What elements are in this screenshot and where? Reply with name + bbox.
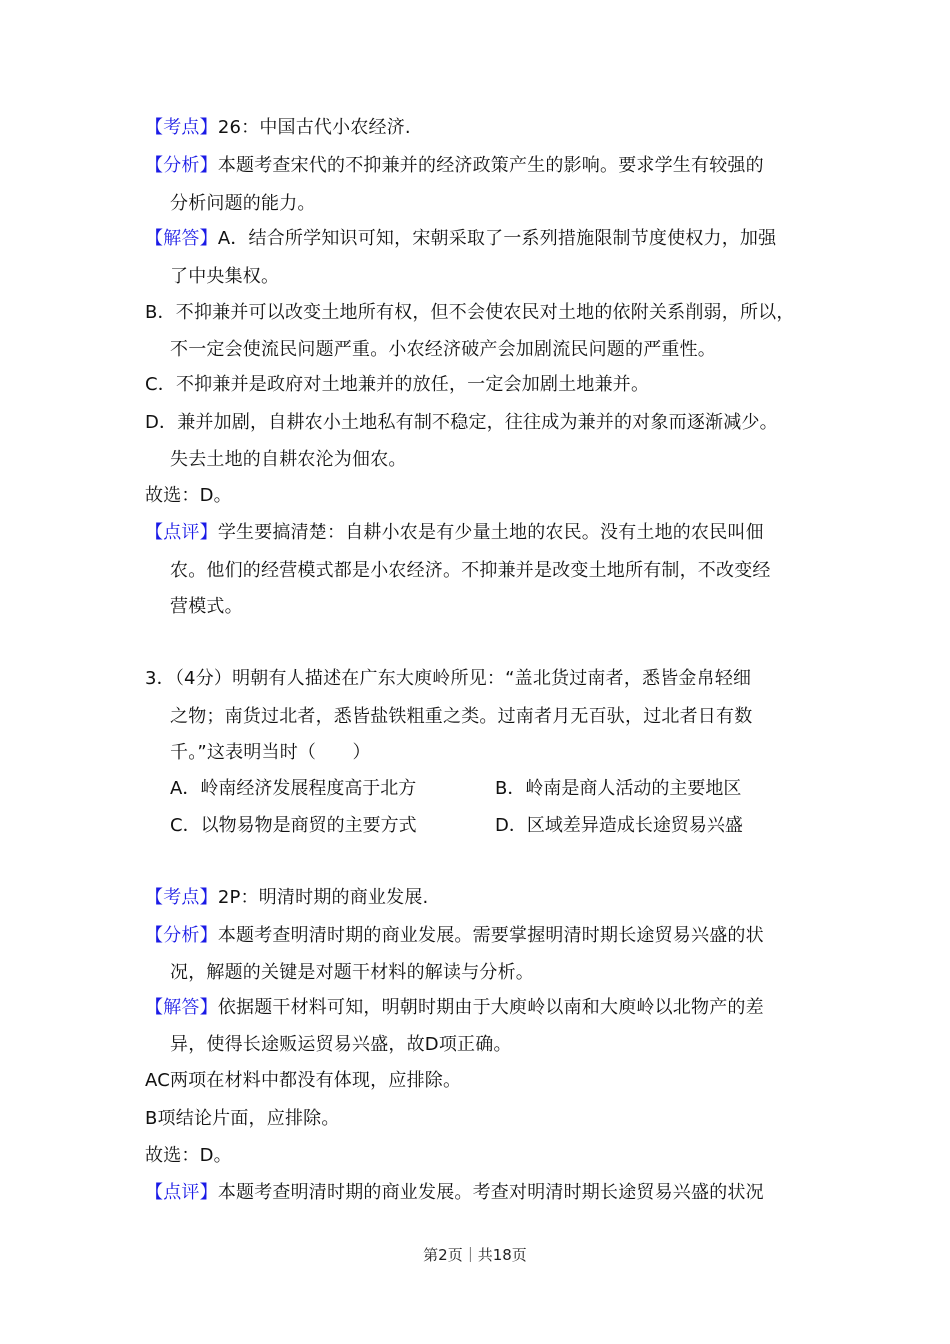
- question-3-option-d: D．区域差异造成长途贸易兴盛: [495, 815, 743, 836]
- jieda-label: 【解答】: [145, 228, 218, 249]
- fenxi-line: [145, 155, 764, 177]
- page-footer: 第2页｜共18页: [423, 1246, 527, 1264]
- option-b-analysis: B．不抑兼并可以改变土地所有权，但不会使农民对土地的依附关系削弱，所以，: [145, 302, 795, 323]
- fenxi-text: 本题考查宋代的不抑兼并的经济政策产生的影响。要求学生有较强的: [217, 155, 764, 176]
- q3-kaodian-line: [145, 887, 428, 909]
- q3-jieda-line: [145, 997, 764, 1019]
- question-3-stem-cont2: 千。”这表明当时（ ）: [170, 742, 371, 763]
- kaodian-text: 2P：明清时期的商业发展.: [217, 887, 429, 908]
- question-3-stem-cont: 之物；南货过北者，悉皆盐铁粗重之类。过南者月无百驮，过北者日有数: [170, 706, 753, 727]
- q3-b-analysis: B项结论片面，应排除。: [145, 1108, 340, 1129]
- dianping-label: 【点评】: [145, 522, 218, 543]
- jieda-line: [145, 228, 776, 250]
- fenxi-text-cont: 分析问题的能力。: [170, 193, 316, 214]
- dianping-text-cont: 农。他们的经营模式都是小农经济。不抑兼并是改变土地所有制，不改变经: [170, 560, 771, 581]
- question-3-option-c: C．以物易物是商贸的主要方式: [170, 815, 417, 836]
- option-c-analysis: C．不抑兼并是政府对土地兼并的放任，一定会加剧土地兼并。: [145, 374, 650, 395]
- question-3-option-b: B．岭南是商人活动的主要地区: [495, 778, 742, 799]
- dianping-label: 【点评】: [145, 1182, 218, 1203]
- question-3-stem: 3．（4分）明朝有人描述在广东大庾岭所见：“盖北货过南者，悉皆金帛轻细: [145, 668, 752, 689]
- q3-answer-line: 故选：D。: [145, 1145, 232, 1166]
- dianping-text-cont2: 营模式。: [170, 596, 243, 617]
- fenxi-label: 【分析】: [145, 155, 218, 176]
- kaodian-label: 【考点】: [145, 117, 218, 138]
- q3-ac-analysis: AC两项在材料中都没有体现，应排除。: [145, 1070, 462, 1091]
- dianping-text: 本题考查明清时期的商业发展。考查对明清时期长途贸易兴盛的状况: [217, 1182, 764, 1203]
- q3-dianping-line: [145, 1182, 764, 1204]
- answer-line: 故选：D。: [145, 485, 232, 506]
- jieda-text: 依据题干材料可知，明朝时期由于大庾岭以南和大庾岭以北物产的差: [217, 997, 764, 1018]
- q3-jieda-text-cont: 异，使得长途贩运贸易兴盛，故D项正确。: [170, 1034, 512, 1055]
- option-b-analysis-cont: 不一定会使流民问题严重。小农经济破产会加剧流民问题的严重性。: [170, 339, 716, 360]
- jieda-text-cont: 了中央集权。: [170, 266, 280, 287]
- fenxi-text: 本题考查明清时期的商业发展。需要掌握明清时期长途贸易兴盛的状: [217, 925, 764, 946]
- q3-fenxi-line: [145, 925, 764, 947]
- fenxi-label: 【分析】: [145, 925, 218, 946]
- kaodian-text: 26：中国古代小农经济.: [217, 117, 411, 138]
- option-d-analysis: D．兼并加剧，自耕农小土地私有制不稳定，往往成为兼并的对象而逐渐减少。: [145, 412, 778, 433]
- question-3-option-a: A．岭南经济发展程度高于北方: [170, 778, 417, 799]
- jieda-text: A．结合所学知识可知，宋朝采取了一系列措施限制节度使权力，加强: [217, 228, 777, 249]
- q3-fenxi-text-cont: 况，解题的关键是对题干材料的解读与分析。: [170, 962, 534, 983]
- dianping-line: [145, 522, 764, 544]
- option-d-analysis-cont: 失去土地的自耕农沦为佃农。: [170, 449, 407, 470]
- jieda-label: 【解答】: [145, 997, 218, 1018]
- dianping-text: 学生要搞清楚：自耕小农是有少量土地的农民。没有土地的农民叫佃: [217, 522, 764, 543]
- kaodian-label: 【考点】: [145, 887, 218, 908]
- kaodian-line: [145, 117, 411, 139]
